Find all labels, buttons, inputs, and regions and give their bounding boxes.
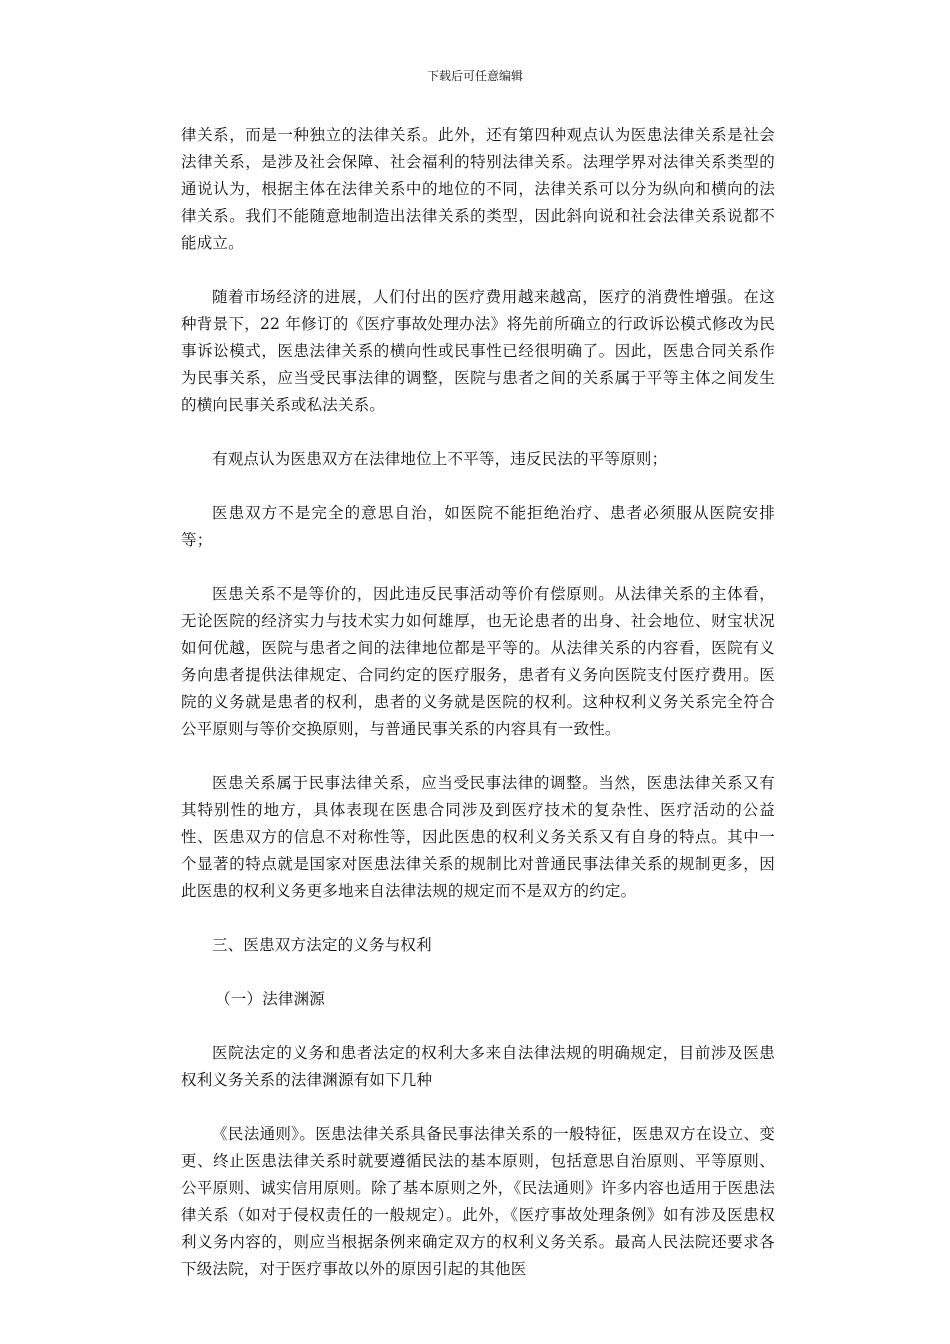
paragraph-legal-sources-intro: 医院法定的义务和患者法定的权利大多来自法律法规的明确规定，目前涉及医患权利义务关系的法律渊源有如下几种	[181, 1044, 775, 1089]
paragraph-unequal-status-view: 有观点认为医患双方在法律地位上不平等，违反民法的平等原则；	[212, 450, 668, 468]
paragraph-market-economy: 随着市场经济的进展，人们付出的医疗费用越来越高，医疗的消费性增强。在这种背景下，22 年修订的《医疗事故处理办法》将先前所确立的行政诉讼模式修改为民事诉讼模式，医患法律关系的横向性或民事性已经很明确了。因此，医患合同关系作为民事关系，应当受民事法律的调整，医院与患者之间的关系属于平等主体之间发生的横向民事关系或私法关系。	[181, 288, 775, 414]
section-heading-rights-duties: 三、医患双方法定的义务与权利	[212, 936, 432, 954]
paragraph-civil-law-relation: 医患关系属于民事法律关系，应当受民事法律的调整。当然，医患法律关系又有其特别性的地方，具体表现在医患合同涉及到医疗技术的复杂性、医疗活动的公益性、医患双方的信息不对称性等，因此医患的权利义务关系又有自身的特点。其中一个显著的特点就是国家对医患法律关系的规制比对普通民事法律关系的规制更多，因此医患的权利义务更多地来自法律法规的规定而不是双方的约定。	[181, 774, 775, 900]
paragraph-equivalence-view: 医患关系不是等价的，因此违反民事活动等价有偿原则。从法律关系的主体看，无论医院的经济实力与技术实力如何雄厚，也无论患者的出身、社会地位、财宝状况如何优越，医院与患者之间的法律地位都是平等的。从法律关系的内容看，医院有义务向患者提供法律规定、合同约定的医疗服务，患者有义务向医院支付医疗费用。医院的义务就是患者的权利，患者的义务就是医院的权利。这种权利义务关系完全符合公平原则与等价交换原则，与普通民事关系的内容具有一致性。	[181, 585, 775, 738]
document-body	[181, 122, 775, 1310]
paragraph-legal-relation-types: 律关系，而是一种独立的法律关系。此外，还有第四种观点认为医患法律关系是社会法律关系，是涉及社会保障、社会福利的特别法律关系。法理学界对法律关系类型的通说认为，根据主体在法律关系中的地位的不同，法律关系可以分为纵向和横向的法律关系。我们不能随意地制造出法律关系的类型，因此斜向说和社会法律关系说都不能成立。	[181, 126, 775, 252]
subsection-heading-legal-sources: （一）法律渊源	[215, 990, 325, 1008]
paragraph-autonomy-view: 医患双方不是完全的意思自治，如医院不能拒绝治疗、患者必须服从医院安排等；	[181, 504, 775, 549]
paragraph-general-principles: 《民法通则》。医患法律关系具备民事法律关系的一般特征，医患双方在设立、变更、终止医患法律关系时就要遵循民法的基本原则，包括意思自治原则、平等原则、公平原则、诚实信用原则。除了基本原则之外，《民法通则》许多内容也适用于医患法律关系（如对于侵权责任的一般规定）。此外，《医疗事故处理条例》如有涉及医患权利义务内容的，则应当根据条例来确定双方的权利义务关系。最高人民法院还要求各下级法院，对于医疗事故以外的原因引起的其他医	[181, 1125, 775, 1278]
page-header: 下载后可任意编辑	[426, 69, 523, 83]
